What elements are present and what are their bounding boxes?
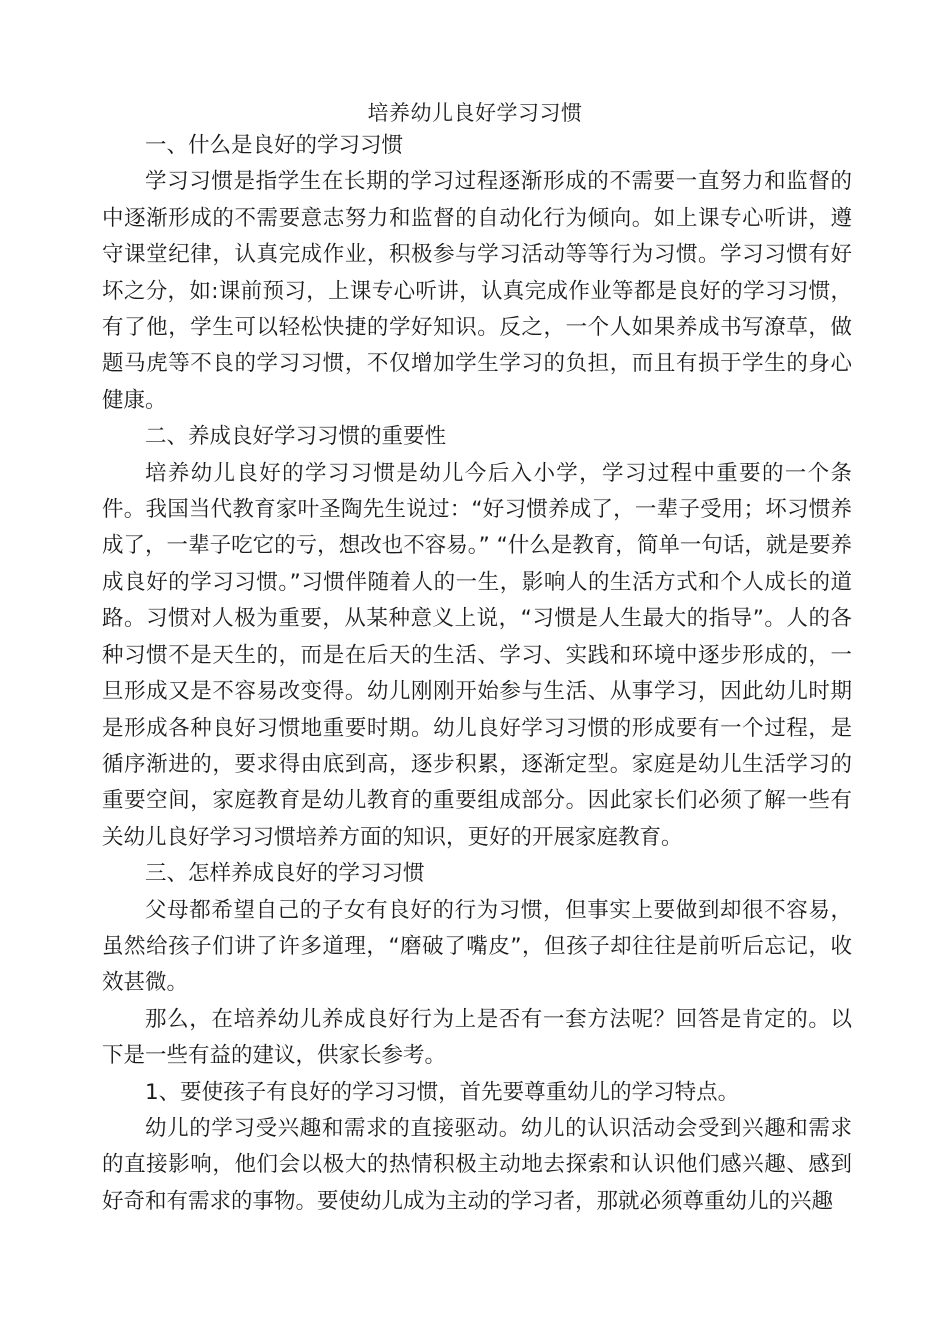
section-heading-1: 一、什么是良好的学习习惯	[145, 133, 404, 158]
section-heading-2: 二、养成良好学习习惯的重要性	[145, 424, 447, 450]
paragraph-definition: 学习习惯是指学生在长期的学习过程逐渐形成的不需要一直努力和监督的中逐渐形成的不需要意志努力和监督的自动化行为倾向。如上课专心听讲，遵守课堂纪律，认真完成作业，积极参与学习活动等等行为习惯。学习习惯有好坏之分，如:课前预习，上课专心听讲，认真完成作业等都是良好的学习习惯，有了他，学生可以轻松快捷的学好知识。反之，一个人如果养成书写潦草，做题马虎等不良的学习习惯，不仅增加学生学习的负担，而且有损于学生的身心健康。	[102, 169, 852, 413]
paragraph-method-question: 那么，在培养幼儿养成良好行为上是否有一套方法呢？回答是肯定的。以下是一些有益的建议，供家长参考。	[102, 1006, 852, 1069]
section-heading-3: 三、怎样养成良好的学习习惯	[145, 861, 425, 887]
document-body	[102, 128, 852, 1220]
subheading-point-1: 1、要使孩子有良好的学习习惯，首先要尊重幼儿的学习特点。	[145, 1079, 740, 1105]
paragraph-learning-interest: 幼儿的学习受兴趣和需求的直接驱动。幼儿的认识活动会受到兴趣和需求的直接影响，他们会以极大的热情积极主动地去探索和认识他们感兴趣、感到好奇和有需求的事物。要使幼儿成为主动的学习者，那就必须尊重幼儿的兴趣	[102, 1115, 852, 1214]
paragraph-importance: 培养幼儿良好的学习习惯是幼儿今后入小学，学习过程中重要的一个条件。我国当代教育家叶圣陶先生说过：“好习惯养成了，一辈子受用；坏习惯养成了，一辈子吃它的亏，想改也不容易。” “什么是教育，简单一句话，就是要养成良好的学习习惯。”习惯伴随着人的一生，影响人的生活方式和个人成长的道路。习惯对人极为重要，从某种意义上说，“习惯是人生最大的指导”。人的各种习惯不是天生的，而是在后天的生活、学习、实践和环境中逐步形成的，一旦形成又是不容易改变得。幼儿刚刚开始参与生活、从事学习，因此幼儿时期是形成各种良好习惯地重要时期。幼儿良好学习习惯的形成要有一个过程，是循序渐进的，要求得由底到高，逐步积累，逐渐定型。家庭是幼儿生活学习的重要空间，家庭教育是幼儿教育的重要组成部分。因此家长们必须了解一些有关幼儿良好学习习惯培养方面的知识，更好的开展家庭教育。	[102, 460, 852, 850]
paragraph-parents-hope: 父母都希望自己的子女有良好的行为习惯，但事实上要做到却很不容易，虽然给孩子们讲了许多道理，“磨破了嘴皮”，但孩子却往往是前听后忘记，收效甚微。	[102, 897, 852, 996]
document-title: 培养幼儿良好学习习惯	[367, 101, 583, 125]
